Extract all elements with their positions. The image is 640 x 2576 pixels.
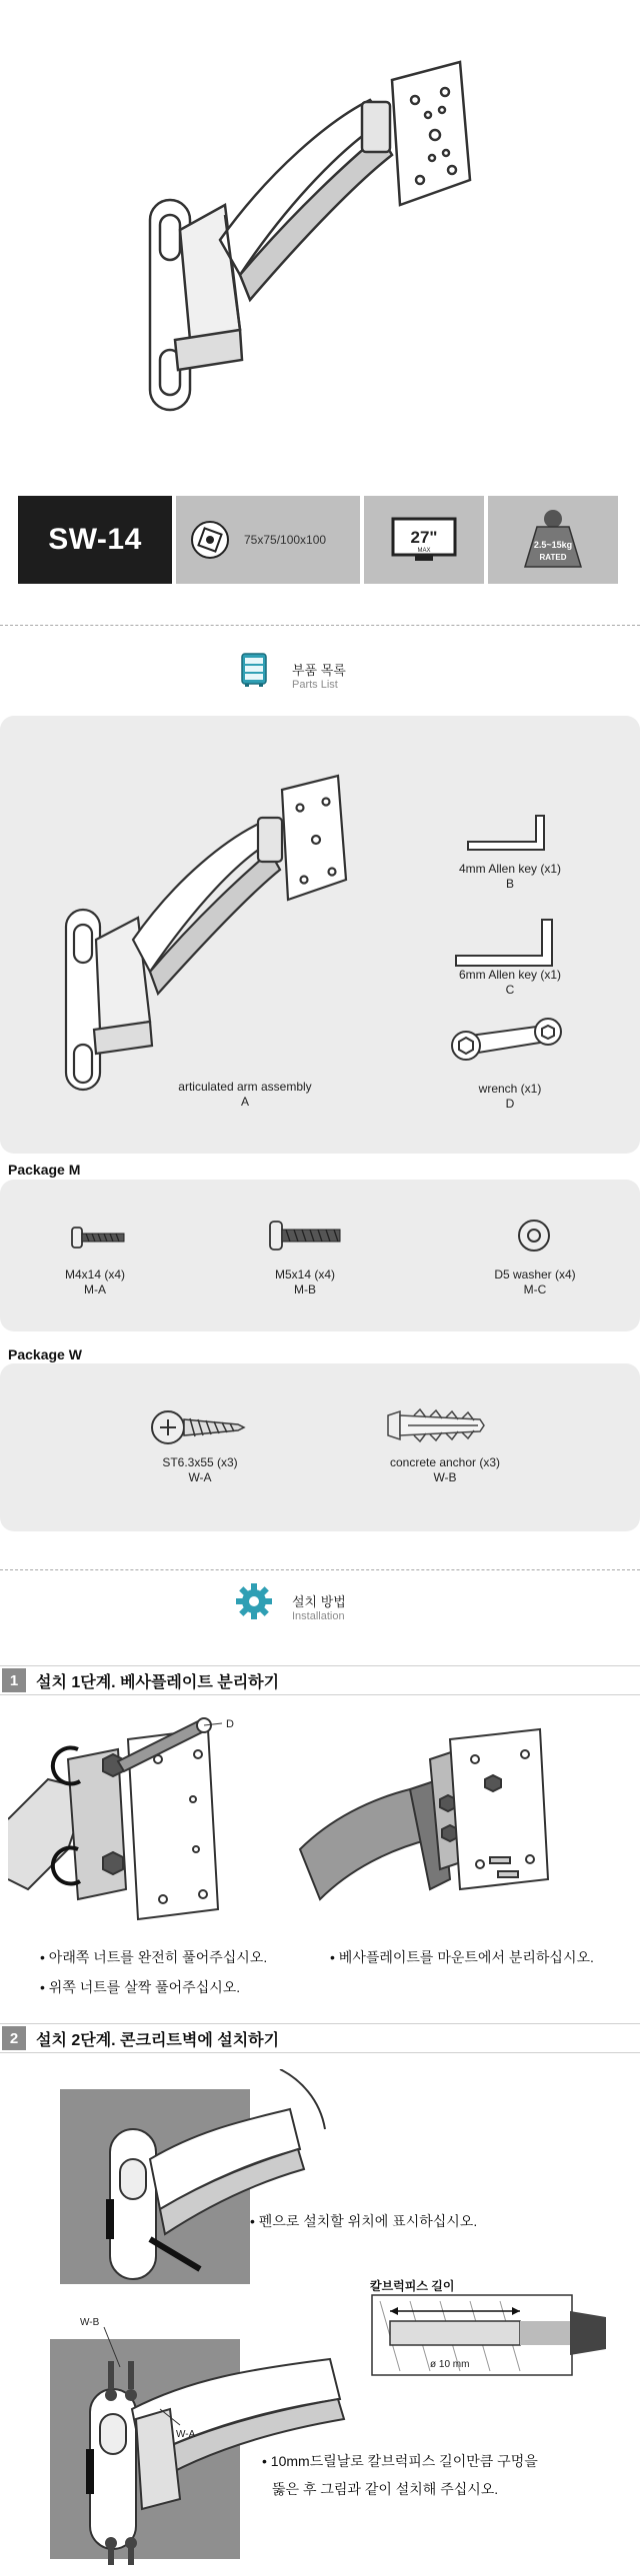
wrench-image [448, 1016, 568, 1064]
callout-d: D [226, 1718, 234, 1730]
step-1-loosen-nuts-illustration [8, 1699, 268, 1929]
step-2-title: 설치 2단계. 콘크리트벽에 설치하기 [36, 2031, 280, 2049]
package-m-item-1 [40, 1268, 150, 1297]
vesa-value: 75x75/100x100 [244, 533, 327, 547]
item-code: W-B [433, 1470, 457, 1484]
item-code: W-A [188, 1470, 212, 1484]
diameter-label: ø 10 mm [430, 2359, 470, 2370]
package-w-item-2 [375, 1455, 515, 1485]
step-1-title: 설치 1단계. 베사플레이트 분리하기 [36, 1673, 280, 1691]
divider [0, 625, 640, 626]
callout-wa: W-A [176, 2429, 196, 2440]
part-b-name: 4mm Allen key (x1) [458, 862, 562, 876]
weight-icon [513, 505, 593, 575]
package-m-panel [0, 1180, 640, 1331]
divider [0, 1569, 640, 1570]
part-d-name: wrench (x1) [478, 1082, 542, 1096]
item-name: M5x14 (x4) [274, 1268, 336, 1282]
part-a [150, 1080, 340, 1110]
part-d [420, 1082, 600, 1112]
gear-icon [234, 1581, 274, 1621]
package-w-panel [0, 1363, 640, 1531]
package-m-title: Package M [8, 1162, 81, 1178]
step-1-header [0, 1665, 640, 1695]
part-c-name: 6mm Allen key (x1) [458, 968, 562, 982]
part-c [420, 968, 600, 998]
parts-section-title [292, 660, 346, 691]
part-a-arm-image [58, 760, 378, 1100]
part-a-name: articulated arm assembly [178, 1080, 312, 1094]
step-1-note-1: • 아래쪽 너트를 완전히 풀어주십시오. [40, 1949, 268, 1965]
weight-value: 2.5~15kg [533, 540, 573, 550]
vesa-icon [190, 520, 230, 560]
part-c-code: C [505, 983, 515, 997]
install-title-en: Installation [292, 1610, 345, 1622]
product-hero-image [130, 40, 530, 440]
part-d-code: D [505, 1097, 515, 1111]
screw-m4-image [70, 1226, 126, 1250]
step-1-note-2: • 위쪽 너트를 살짝 풀어주십시오. [40, 1979, 241, 1995]
step-2-note-2-line-1: • 10mm드릴날로 칼브럭피스 길이만큼 구멍을 [262, 2453, 538, 2469]
package-w-title: Package W [8, 1346, 82, 1362]
parts-title-en: Parts List [292, 679, 338, 691]
install-title-ko: 설치 방법 [292, 1594, 346, 1609]
screw-m5-image [268, 1220, 344, 1252]
spec-bar [18, 496, 622, 584]
package-m-item-3 [470, 1268, 600, 1297]
screen-size-spec [364, 496, 484, 584]
item-name: concrete anchor (x3) [389, 1455, 501, 1469]
step-2-install-illustration [50, 2299, 390, 2569]
item-name: D5 washer (x4) [494, 1268, 576, 1282]
monitor-icon [389, 515, 459, 565]
item-code: M-C [523, 1283, 547, 1296]
vesa-spec [176, 496, 360, 584]
weight-rated-label: RATED [539, 553, 567, 562]
step-2-mark-wall-illustration [50, 2069, 330, 2289]
drill-depth-diagram [370, 2291, 610, 2377]
install-section-title [292, 1591, 346, 1622]
screen-max-label: MAX [417, 548, 431, 554]
package-m-item-2 [250, 1268, 360, 1297]
step-2-header [0, 2023, 640, 2053]
parts-title-ko: 부품 목록 [292, 663, 346, 678]
parts-box-icon [240, 652, 268, 688]
screen-size-value: 27" [410, 528, 438, 547]
washer-image [516, 1218, 552, 1254]
step-1-number: 1 [2, 1668, 26, 1692]
step-1-remove-plate-illustration [290, 1699, 590, 1929]
item-code: M-A [84, 1283, 106, 1296]
wood-screw-image [150, 1407, 246, 1447]
step-2-number: 2 [2, 2026, 26, 2050]
model-name: SW-14 [48, 523, 142, 556]
weight-spec [488, 496, 618, 584]
part-b-code: B [505, 877, 514, 891]
item-name: ST6.3x55 (x3) [162, 1455, 238, 1469]
step-2-note-2-line-2: 뚫은 후 그림과 같이 설치해 주십시오. [272, 2481, 499, 2497]
allen-key-6mm-image [452, 916, 562, 972]
model-badge [18, 496, 172, 584]
anchor-depth-label: 칼브럭피스 길이 [370, 2279, 455, 2293]
item-name: M4x14 (x4) [64, 1268, 126, 1282]
allen-key-4mm-image [464, 812, 554, 854]
item-code: M-B [294, 1283, 316, 1296]
part-b [420, 862, 600, 892]
callout-wb: W-B [80, 2317, 100, 2328]
step-1-note-3: • 베사플레이트를 마운트에서 분리하십시오. [330, 1949, 594, 1965]
step-2-note-1: • 펜으로 설치할 위치에 표시하십시오. [250, 2213, 478, 2229]
package-w-item-1 [130, 1455, 270, 1485]
part-a-code: A [240, 1095, 249, 1109]
concrete-anchor-image [384, 1403, 488, 1447]
